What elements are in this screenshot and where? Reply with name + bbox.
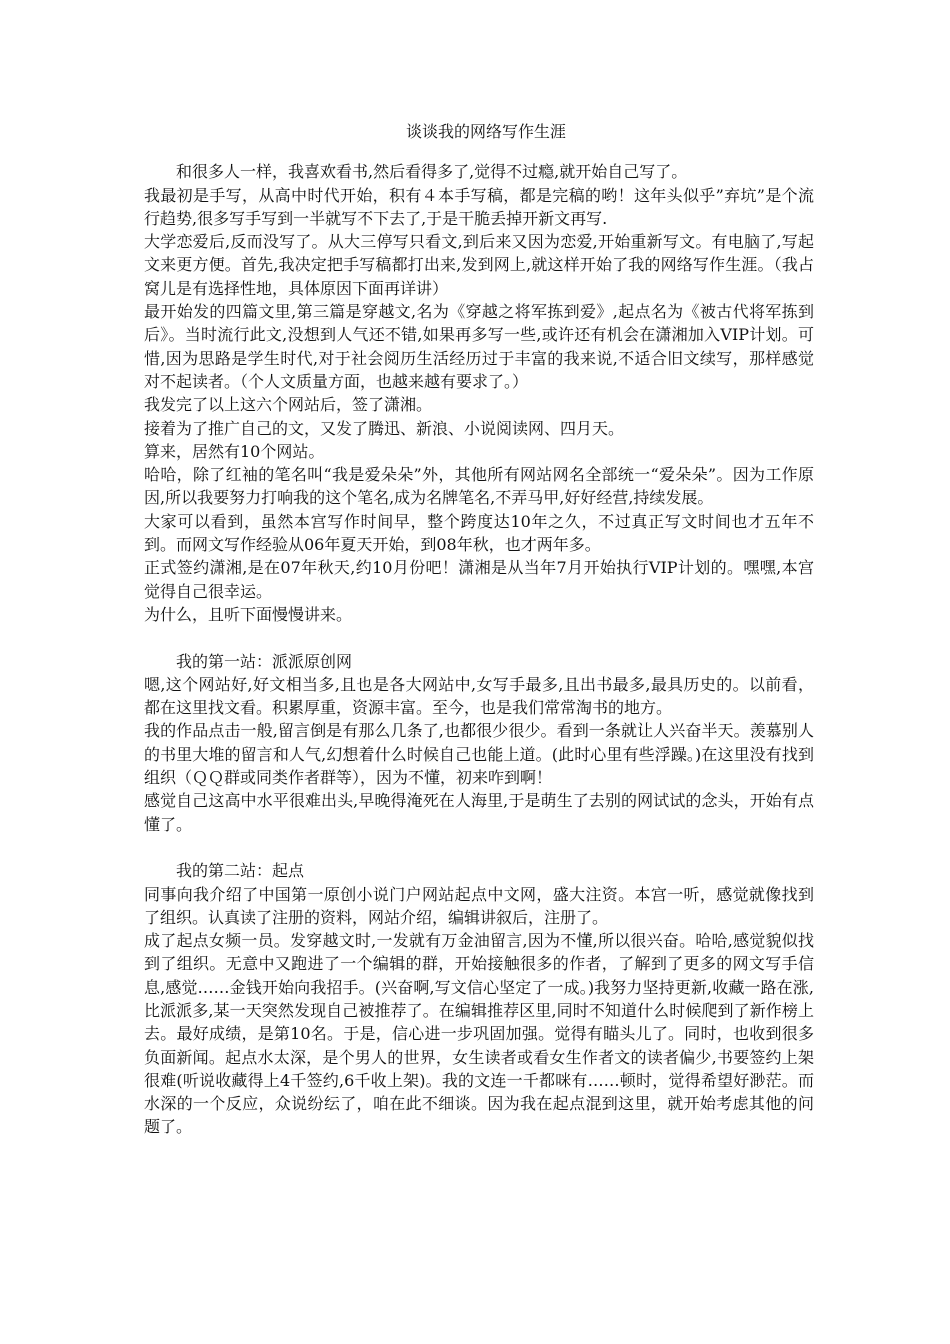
section-paragraph: 感觉自己这高中水平很难出头,早晚得淹死在人海里,于是萌生了去别的网试试的念头，开始有点懂了。	[144, 791, 814, 834]
paragraph-spacer	[144, 626, 814, 649]
intro-paragraph: 为什么，且听下面慢慢讲来。	[144, 604, 353, 624]
document-title: 谈谈我的网络写作生涯	[405, 122, 566, 141]
document-body	[144, 120, 814, 1139]
intro-paragraph: 和很多人一样，我喜欢看书,然后看得多了,觉得不过瘾,就开始自己写了。	[176, 162, 688, 182]
intro-paragraph: 算来，居然有10个网站。	[144, 441, 325, 461]
intro-paragraph: 我发完了以上这六个网站后，签了潇湘。	[144, 395, 433, 415]
section-paragraph: 我的作品点击一般,留言倒是有那么几条了,也都很少很少。看到一条就让人兴奋半天。羡慕别人的书里大堆的留言和人气,幻想着什么时候自己也能上道。(此时心里有些浮躁。)在这里没有找到组织（ＱＱ群或同类作者群等），因为不懂，初来咋到啊！	[144, 721, 814, 788]
paragraph-spacer	[144, 836, 814, 859]
intro-paragraph: 接着为了推广自己的文，又发了腾迅、新浪、小说阅读网、四月天。	[144, 418, 625, 438]
intro-paragraph: 最开始发的四篇文里,第三篇是穿越文,名为《穿越之将军拣到爱》,起点名为《被古代将军拣到后》。当时流行此文,没想到人气还不错,如果再多写一些,或许还有机会在潇湘加入VIP计划。可惜,因为思路是学生时代,对于社会阅历生活经历过于丰富的我来说,不适合旧文续写，那样感觉对不起读者。（个人文质量方面，也越来越有要求了。）	[144, 302, 814, 391]
intro-paragraph: 大家可以看到，虽然本宫写作时间早，整个跨度达10年之久，不过真正写文时间也才五年不到。而网文写作经验从06年夏天开始，到08年秋，也才两年多。	[144, 511, 814, 555]
section-paragraph: 嗯,这个网站好,好文相当多,且也是各大网站中,女写手最多,且出书最多,最具历史的。以前看，都在这里找文看。积累厚重，资源丰富。至今，也是我们常常淘书的地方。	[144, 674, 814, 718]
intro-paragraph: 哈哈，除了红袖的笔名叫“我是爱朵朵”外，其他所有网站网名全部统一“爱朵朵”。因为工作原因,所以我要努力打响我的这个笔名,成为名牌笔名,不弄马甲,好好经营,持续发展。	[144, 465, 814, 508]
section-paragraph: 同事向我介绍了中国第一原创小说门户网站起点中文网，盛大注资。本宫一听，感觉就像找到了组织。认真读了注册的资料，网站介绍，编辑讲叙后，注册了。	[144, 884, 814, 927]
section-paragraph: 成了起点女频一员。发穿越文时,一发就有万金油留言,因为不懂,所以很兴奋。哈哈,感觉貌似找到了组织。无意中又跑进了一个编辑的群，开始接触很多的作者，了解到了更多的网文写手信息,感觉……金钱开始向我招手。(兴奋啊,写文信心坚定了一成。)我努力坚持更新,收藏一路在涨,比派派多,某一天突然发现自己被推荐了。在编辑推荐区里,同时不知道什么时候爬到了新作榜上去。最好成绩，是第10名。于是，信心进一步巩固加强。觉得有瞄头儿了。同时，也收到很多负面新闻。起点水太深，是个男人的世界，女生读者或看女生作者文的读者偏少,书要签约上架很难(听说收藏得上4千签约,6千收上架)。我的文连一千都咪有……顿时，觉得希望好渺茫。而水深的一个反应，众说纷纭了，咱在此不细谈。因为我在起点混到这里，就开始考虑其他的问题了。	[144, 931, 814, 1137]
intro-paragraph: 我最初是手写，从高中时代开始，积有４本手写稿，都是完稿的哟！这年头似乎”弃坑”是个流行趋势,很多写手写到一半就写不下去了,于是干脆丢掉开新文再写.	[144, 185, 814, 228]
intro-paragraph: 大学恋爱后,反而没写了。从大三停写只看文,到后来又因为恋爱,开始重新写文。有电脑了,写起文来更方便。首先,我决定把手写稿都打出来,发到网上,就这样开始了我的网络写作生涯。（我占窝儿是有选择性地，具体原因下面再详讲）	[144, 232, 814, 298]
intro-paragraph: 正式签约潇湘,是在07年秋天,约10月份吧！潇湘是从当年7月开始执行VIP计划的。嘿嘿,本宫觉得自己很幸运。	[144, 558, 814, 601]
section-heading-second-station: 我的第二站：起点	[176, 861, 305, 881]
section-heading-first-station: 我的第一站：派派原创网	[176, 651, 353, 671]
